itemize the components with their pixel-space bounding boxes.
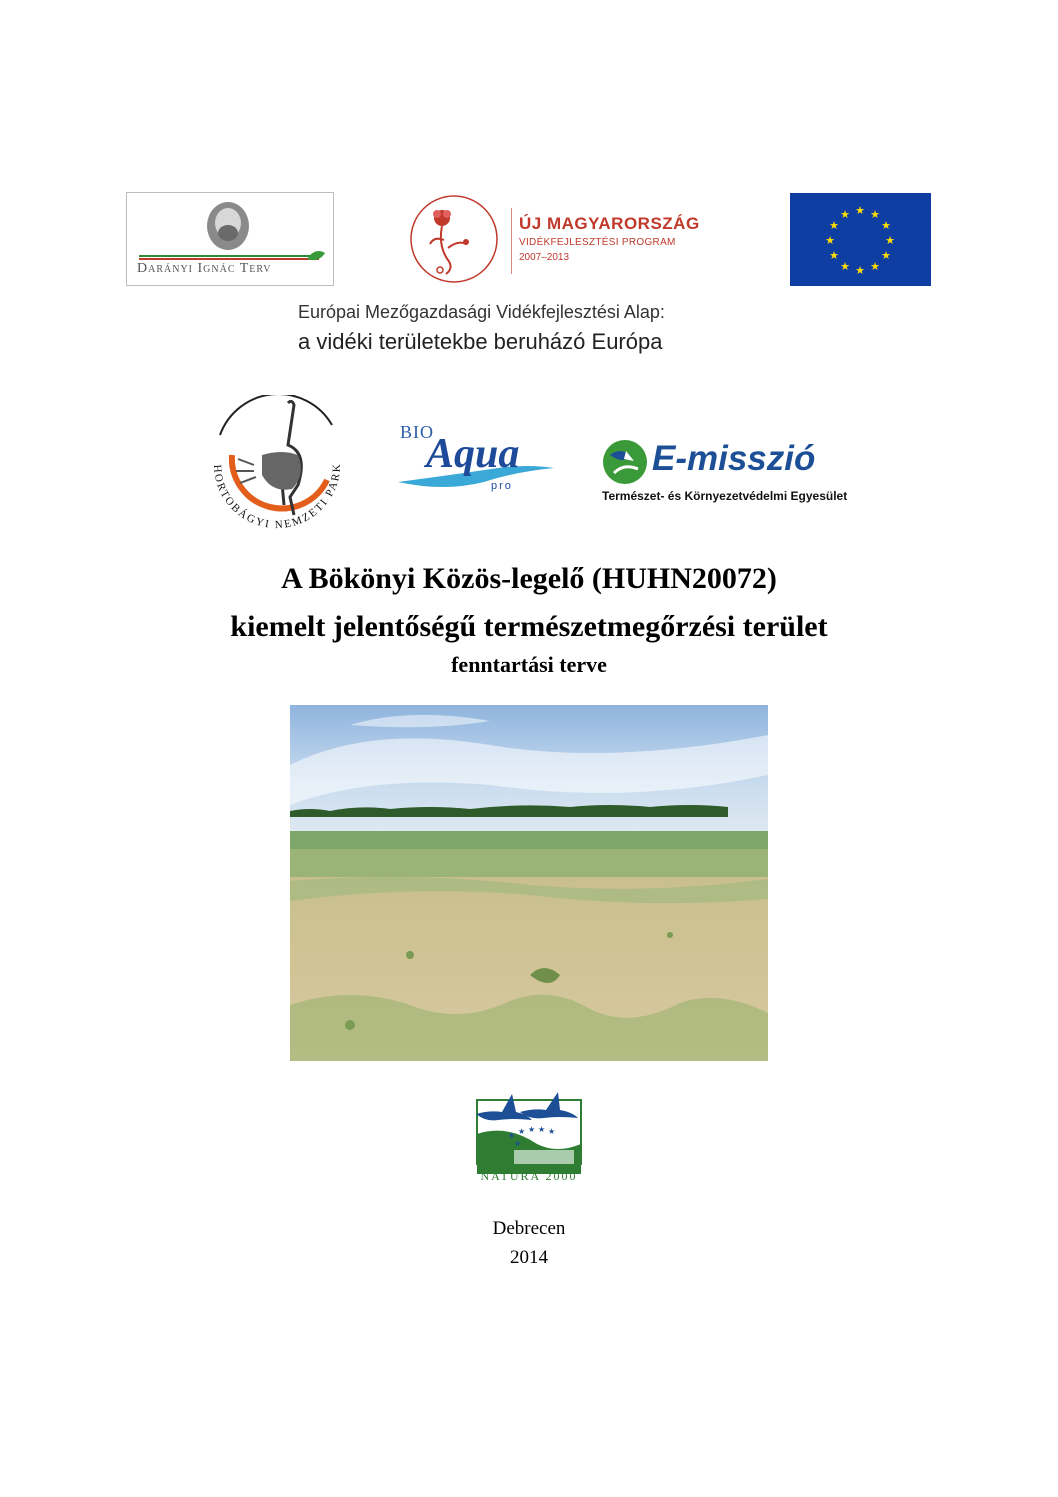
uj-magyarorszag-line1: ÚJ MAGYARORSZÁG [519,214,700,233]
e-misszio-name: E-misszió [652,439,816,478]
eu-star-icon: ★ [885,234,895,247]
document-title-line3: fenntartási terve [451,652,607,677]
grassland-image [290,705,768,1061]
eu-star-icon: ★ [829,249,839,262]
svg-text:★: ★ [514,1139,522,1148]
svg-text:★: ★ [528,1125,536,1134]
crane-emblem-icon [192,395,362,545]
eu-star-icon: ★ [870,260,880,273]
e-misszio-subtitle: Természet- és Környezetvédelmi Egyesület [602,489,848,503]
hortobagy-text: HORTOBÁGYI NEMZETI PARK [210,462,344,532]
eu-star-icon: ★ [870,208,880,221]
eu-star-icon: ★ [855,264,865,277]
daranyi-ignac-terv-logo [126,192,334,286]
eu-star-icon: ★ [840,208,850,221]
globe-bird-icon [600,437,650,487]
bioaqua-pro-logo [396,420,556,500]
natura-text: NATURA 2000 [480,1169,578,1183]
uj-magyarorszag-line3: 2007–2013 [519,252,570,263]
eu-flag-icon [790,193,931,286]
eu-star-icon: ★ [881,219,891,232]
eu-star-icon: ★ [881,249,891,262]
natura-2000-logo [474,1090,584,1184]
daranyi-caption: Darányi Ignác Terv [137,261,272,276]
e-misszio-logo [600,437,870,507]
uj-magyarorszag-line2: VIDÉKFEJLESZTÉSI PROGRAM [519,237,676,248]
svg-text:★: ★ [548,1127,556,1136]
eu-fund-line1: Európai Mezőgazdasági Vidékfejlesztési Alap: [298,302,665,322]
publication-city: Debrecen [492,1218,566,1239]
svg-text:★: ★ [518,1127,526,1136]
eu-fund-line2: a vidéki területekbe beruházó Európa [298,329,663,354]
document-title-line1: A Bökönyi Közös-legelő (HUHN20072) [281,562,777,595]
natura-birds-icon [474,1090,584,1184]
eu-star-icon: ★ [855,204,865,217]
eu-star-icon: ★ [840,260,850,273]
bioaqua-pro: pro [491,480,513,492]
publication-year: 2014 [510,1247,548,1268]
document-title-line2: kiemelt jelentőségű természetmegőrzési terület [230,610,828,643]
eu-stars [790,193,931,286]
uj-magyarorszag-logo [406,192,716,286]
bioaqua-bio: BIO [400,422,434,442]
eu-star-icon: ★ [825,234,835,247]
logo-divider [511,208,512,274]
eu-star-icon: ★ [829,219,839,232]
hortobagyi-nemzeti-park-logo [192,395,362,545]
svg-text:★: ★ [538,1125,546,1134]
flower-emblem-icon [406,192,506,286]
landscape-photo [290,705,768,1061]
bioaqua-aqua: Aqua [426,431,520,477]
svg-text:★: ★ [508,1131,516,1140]
